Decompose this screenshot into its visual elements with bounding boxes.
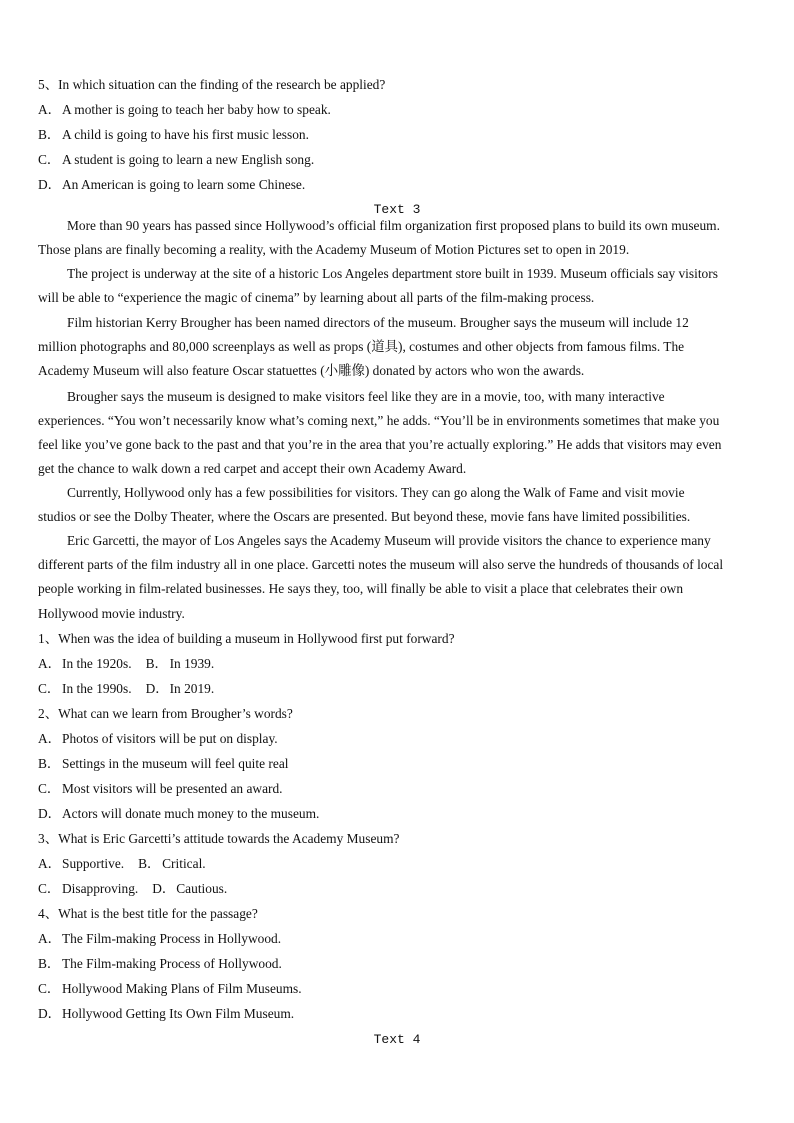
passage-line: get the chance to walk down a red carpet and accept their own Academy Award. (38, 461, 467, 476)
options-ab: A．In the 1920s. B． In 1939. (38, 656, 215, 671)
passage-line: Those plans are finally becoming a reality, with the Academy Museum of Motion Pictures set to open in 2019. (38, 242, 630, 257)
passage-line: studios or see the Dolby Theater, where the Oscars are presented. But beyond these, movie fans have limited possibilities. (38, 509, 691, 524)
option-b: B． A child is going to have his first music lesson. (38, 127, 309, 142)
text3-heading: Text 3 (373, 202, 421, 217)
option-c: C． Hollywood Making Plans of Film Museums. (38, 981, 302, 996)
passage-line: experiences. “You won’t necessarily know what’s coming next,” he adds. “You’ll be in environments sometimes that make you (38, 413, 720, 428)
text4-heading: Text 4 (373, 1032, 421, 1047)
passage-line: different parts of the film industry all in one place. Garcetti notes the museum will also serve the hundreds of thousands of local (38, 557, 724, 572)
passage-line: Academy Museum will also feature Oscar statuettes (小雕像) donated by actors who won the awards. (38, 363, 585, 378)
option-a: A．Photos of visitors will be put on display. (38, 731, 278, 746)
passage-line: million photographs and 80,000 screenplays as well as props (道具), costumes and other objects from famous films. The (38, 339, 685, 354)
passage-line: Hollywood movie industry. (38, 606, 185, 621)
question-1: 1、When was the idea of building a museum in Hollywood first put forward? (38, 631, 455, 646)
passage-line: The project is underway at the site of a historic Los Angeles department store built in 1939. Museum officials say visitors (67, 266, 718, 281)
passage-line: Eric Garcetti, the mayor of Los Angeles says the Academy Museum will provide visitors the chance to experience many (67, 533, 711, 548)
option-b: B． Settings in the museum will feel quite real (38, 756, 289, 771)
passage-line: will be able to “experience the magic of cinema” by learning about all parts of the film-making process. (38, 290, 595, 305)
options-cd: C． In the 1990s. D．In 2019. (38, 681, 215, 696)
options-cd: C． Disapproving. D．Cautious. (38, 881, 228, 896)
options-ab: A．Supportive. B． Critical. (38, 856, 206, 871)
option-c: C． A student is going to learn a new English song. (38, 152, 315, 167)
option-d: D．An American is going to learn some Chinese. (38, 177, 306, 192)
question-4: 4、What is the best title for the passage? (38, 906, 258, 921)
passage-line: Brougher says the museum is designed to make visitors feel like they are in a movie, too, with many interactive (67, 389, 665, 404)
option-b: B． The Film-making Process of Hollywood. (38, 956, 282, 971)
passage-line: More than 90 years has passed since Hollywood’s official film organization first proposed plans to build its own museum. (67, 218, 720, 233)
option-a: A．The Film-making Process in Hollywood. (38, 931, 282, 946)
question-5 (38, 77, 385, 93)
question-text: In which situation can the finding of the research be applied? (58, 77, 386, 92)
option-c: C． Most visitors will be presented an award. (38, 781, 283, 796)
passage-line: feel like you’ve gone back to the past and that you’re in the area that you’re actually exploring.” He adds that visitors may even (38, 437, 722, 452)
question-3: 3、What is Eric Garcetti’s attitude towards the Academy Museum? (38, 831, 400, 846)
passage-line: people working in film-related businesses. He says they, too, will finally be able to visit a place that celebrates their own (38, 581, 684, 596)
option-d: D．Hollywood Getting Its Own Film Museum. (38, 1006, 295, 1021)
option-a: A．A mother is going to teach her baby how to speak. (38, 102, 331, 117)
question-number: 5、 (38, 77, 59, 92)
passage-line: Film historian Kerry Brougher has been named directors of the museum. Brougher says the museum will include 12 (67, 315, 689, 330)
passage-line: Currently, Hollywood only has a few possibilities for visitors. They can go along the Walk of Fame and visit movie (67, 485, 685, 500)
question-2: 2、What can we learn from Brougher’s words? (38, 706, 293, 721)
option-d: D．Actors will donate much money to the museum. (38, 806, 320, 821)
